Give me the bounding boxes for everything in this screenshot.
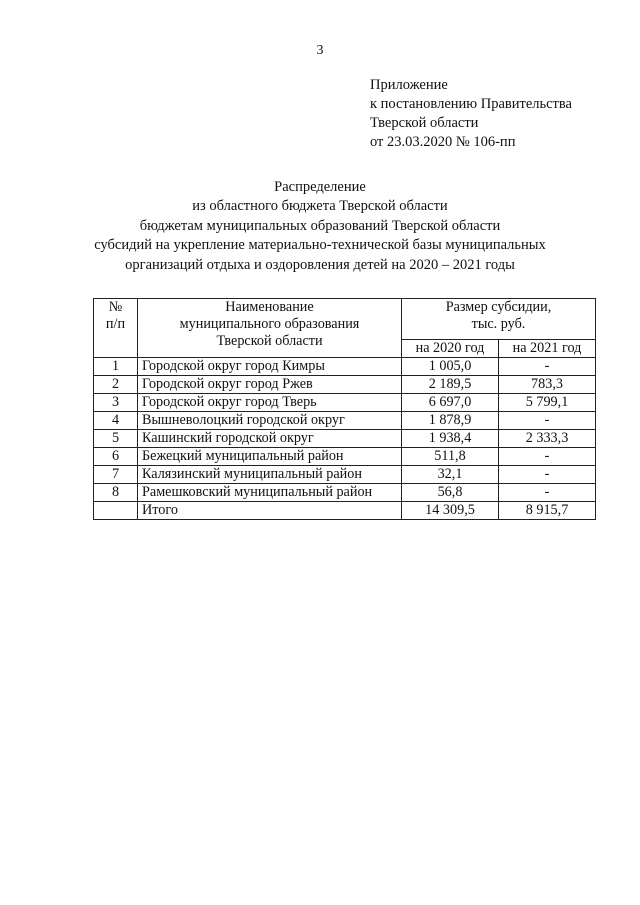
cell-number: 8 xyxy=(94,484,138,502)
title-line: субсидий на укрепление материально-технической базы муниципальных xyxy=(94,237,546,254)
total-row xyxy=(94,502,596,520)
cell-municipality: Итого xyxy=(138,502,402,520)
cell-number: 7 xyxy=(94,466,138,484)
cell-amount-2020: 1 878,9 xyxy=(402,412,499,430)
cell-amount-2021: 5 799,1 xyxy=(499,394,596,412)
header-municipality: Наименование муниципального образования Тверской области xyxy=(138,299,402,358)
cell-number: 1 xyxy=(94,358,138,376)
table-row xyxy=(94,412,596,430)
cell-amount-2020: 32,1 xyxy=(402,466,499,484)
cell-municipality: Рамешковский муниципальный район xyxy=(138,484,402,502)
table-row xyxy=(94,466,596,484)
cell-amount-2021: 783,3 xyxy=(499,376,596,394)
cell-municipality: Калязинский муниципальный район xyxy=(138,466,402,484)
cell-amount-2021: - xyxy=(499,448,596,466)
title-line: из областного бюджета Тверской области xyxy=(192,198,448,215)
appendix-line: к постановлению Правительства xyxy=(370,96,572,112)
cell-municipality: Городской округ город Тверь xyxy=(138,394,402,412)
table-row xyxy=(94,394,596,412)
cell-amount-2021: - xyxy=(499,466,596,484)
table-row xyxy=(94,484,596,502)
header-number: № п/п xyxy=(94,299,138,358)
cell-amount-2021: - xyxy=(499,484,596,502)
document-title xyxy=(0,178,640,275)
appendix-line: Тверской области xyxy=(370,115,479,131)
cell-amount-2020: 6 697,0 xyxy=(402,394,499,412)
cell-amount-2020: 56,8 xyxy=(402,484,499,502)
table-row xyxy=(94,448,596,466)
appendix-line: Приложение xyxy=(370,77,448,93)
cell-municipality: Городской округ город Кимры xyxy=(138,358,402,376)
cell-amount-2021: 8 915,7 xyxy=(499,502,596,520)
cell-municipality: Кашинский городской округ xyxy=(138,430,402,448)
cell-municipality: Городской округ город Ржев xyxy=(138,376,402,394)
cell-number: 3 xyxy=(94,394,138,412)
cell-amount-2020: 511,8 xyxy=(402,448,499,466)
table-row xyxy=(94,358,596,376)
cell-amount-2020: 1 005,0 xyxy=(402,358,499,376)
table-body xyxy=(94,358,596,520)
title-line: бюджетам муниципальных образований Тверской области xyxy=(139,217,501,234)
cell-amount-2021: - xyxy=(499,358,596,376)
page-number: 3 xyxy=(316,43,324,58)
cell-municipality: Вышневолоцкий городской округ xyxy=(138,412,402,430)
cell-amount-2021: 2 333,3 xyxy=(499,430,596,448)
table-row xyxy=(94,430,596,448)
cell-amount-2021: - xyxy=(499,412,596,430)
appendix-date-line: от 23.03.2020 № 106-пп xyxy=(370,134,516,150)
appendix-block xyxy=(370,76,572,152)
cell-number: 6 xyxy=(94,448,138,466)
header-year-2020: на 2020 год xyxy=(402,340,499,358)
cell-number xyxy=(94,502,138,520)
subsidies-table xyxy=(93,298,596,520)
cell-amount-2020: 1 938,4 xyxy=(402,430,499,448)
title-line: организаций отдыха и оздоровления детей на 2020 – 2021 годы xyxy=(125,256,515,273)
cell-number: 4 xyxy=(94,412,138,430)
cell-municipality: Бежецкий муниципальный район xyxy=(138,448,402,466)
cell-number: 2 xyxy=(94,376,138,394)
header-year-2021: на 2021 год xyxy=(499,340,596,358)
cell-number: 5 xyxy=(94,430,138,448)
cell-amount-2020: 14 309,5 xyxy=(402,502,499,520)
header-subsidy-amount: Размер субсидии, тыс. руб. xyxy=(402,299,596,340)
table-row xyxy=(94,376,596,394)
title-line: Распределение xyxy=(274,179,366,195)
cell-amount-2020: 2 189,5 xyxy=(402,376,499,394)
